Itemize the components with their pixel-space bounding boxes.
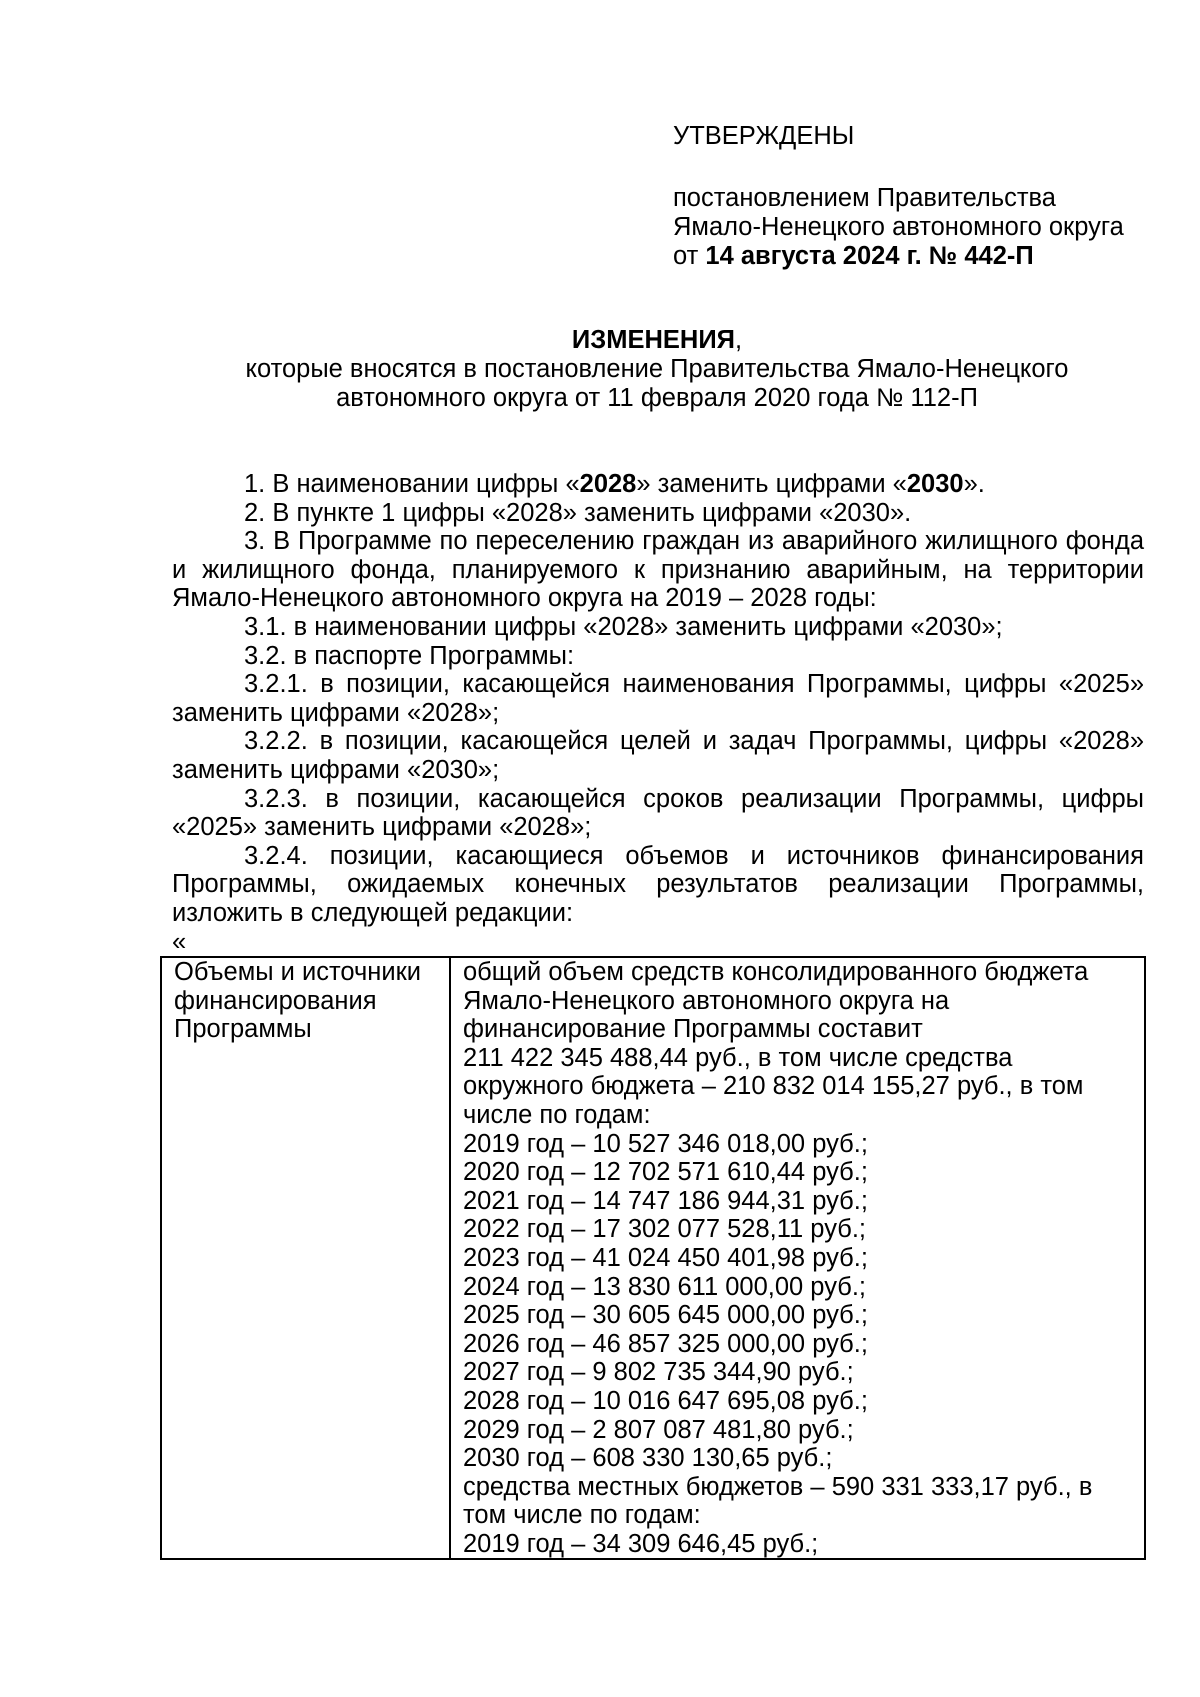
value-line: 2024 год – 13 830 611 000,00 руб.; xyxy=(463,1272,867,1301)
approval-title: УТВЕРЖДЕНЫ xyxy=(673,122,855,150)
value-line: 2030 год – 608 330 130,65 руб.; xyxy=(463,1444,833,1473)
item-3-1: 3.1. в наименовании цифры «2028» заменить цифрами «2030»; xyxy=(244,612,1003,641)
item-2: 2. В пункте 1 цифры «2028» заменить цифрами «2030». xyxy=(244,498,912,527)
approval-line-2: Ямало-Ненецкого автономного округа xyxy=(673,213,1124,241)
value-line: общий объем средств консолидированного бюджета xyxy=(463,958,1089,986)
heading-comma: , xyxy=(734,326,743,354)
value-line: 2025 год – 30 605 645 000,00 руб.; xyxy=(463,1301,868,1330)
item-3-2-1: 3.2.1. в позиции, касающейся наименования Программы, цифры «2025» заменить цифрами «2028»; xyxy=(172,670,1144,727)
item-3: 3. В Программе по переселению граждан из аварийного жилищного фонда и жилищного фонда, планируемого к признанию аварийным, на территории Ямало-Ненецкого автономного округа на 2019 – 2028 годы: xyxy=(172,527,1144,613)
value-line: том числе по годам: xyxy=(463,1501,701,1530)
label-line: Объемы и источники xyxy=(174,958,422,986)
value-line: окружного бюджета – 210 832 014 155,27 руб., в том xyxy=(463,1072,1084,1101)
table-row xyxy=(161,957,1145,1559)
approval-prefix: от xyxy=(673,242,706,270)
value-line: Ямало-Ненецкого автономного округа на xyxy=(463,986,950,1015)
item-3-2-4: 3.2.4. позиции, касающиеся объемов и источников финансирования Программы, ожидаемых конечных результатов реализации Программы, изложить в следующей редакции: xyxy=(172,841,1144,927)
document-heading xyxy=(0,326,1200,413)
value-line: средства местных бюджетов – 590 331 333,17 руб., в xyxy=(463,1472,1093,1501)
value-line: 2021 год – 14 747 186 944,31 руб.; xyxy=(463,1186,868,1215)
value-line: 2019 год – 10 527 346 018,00 руб.; xyxy=(463,1129,868,1158)
heading-subtitle-1: которые вносятся в постановление Правительства Ямало-Ненецкого xyxy=(245,355,1069,383)
value-line: 2029 год – 2 807 087 481,80 руб.; xyxy=(463,1415,854,1444)
item-3-2-2: 3.2.2. в позиции, касающейся целей и задач Программы, цифры «2028» заменить цифрами «2030»; xyxy=(172,727,1144,784)
value-line: финансирование Программы составит xyxy=(463,1015,923,1044)
approval-line-1: постановлением Правительства xyxy=(673,184,1056,212)
item-1-text-a: 1. В наименовании цифры « xyxy=(244,470,580,498)
item-1-text-e: ». xyxy=(963,470,985,498)
item-1-bold-2030: 2030 xyxy=(906,470,964,498)
document-body xyxy=(172,470,1144,928)
value-line: 2026 год – 46 857 325 000,00 руб.; xyxy=(463,1329,868,1358)
item-1-text-c: » заменить цифрами « xyxy=(636,470,907,498)
heading-subtitle-2: автономного округа от 11 февраля 2020 года № 112-П xyxy=(336,384,978,412)
value-line: 2027 год – 9 802 735 344,90 руб.; xyxy=(463,1358,854,1387)
value-line: числе по годам: xyxy=(463,1100,651,1129)
item-1 xyxy=(172,470,1144,499)
value-line: 2022 год – 17 302 077 528,11 руб.; xyxy=(463,1215,867,1244)
value-line: 211 422 345 488,44 руб., в том числе средства xyxy=(463,1043,1013,1072)
value-line: 2020 год – 12 702 571 610,44 руб.; xyxy=(463,1158,868,1187)
financing-table xyxy=(160,956,1146,1560)
item-1-bold-2028: 2028 xyxy=(579,470,637,498)
value-line: 2028 год – 10 016 647 695,08 руб.; xyxy=(463,1386,868,1415)
label-line: Программы xyxy=(174,1015,312,1044)
item-3-2: 3.2. в паспорте Программы: xyxy=(244,641,575,670)
table-cell-label xyxy=(161,957,450,1559)
item-3-2-3: 3.2.3. в позиции, касающейся сроков реализации Программы, цифры «2025» заменить цифрами «2028»; xyxy=(172,784,1144,842)
approval-line-3 xyxy=(673,242,1034,271)
table-cell-value xyxy=(450,957,1145,1559)
value-line: 2023 год – 41 024 450 401,98 руб.; xyxy=(463,1243,868,1272)
value-line: 2019 год – 34 309 646,45 руб.; xyxy=(463,1529,819,1558)
approval-date-number: 14 августа 2024 г. № 442-П xyxy=(705,242,1034,270)
heading-title: ИЗМЕНЕНИЯ xyxy=(571,326,735,354)
opening-quote: « xyxy=(172,928,187,956)
label-line: финансирования xyxy=(174,986,377,1015)
